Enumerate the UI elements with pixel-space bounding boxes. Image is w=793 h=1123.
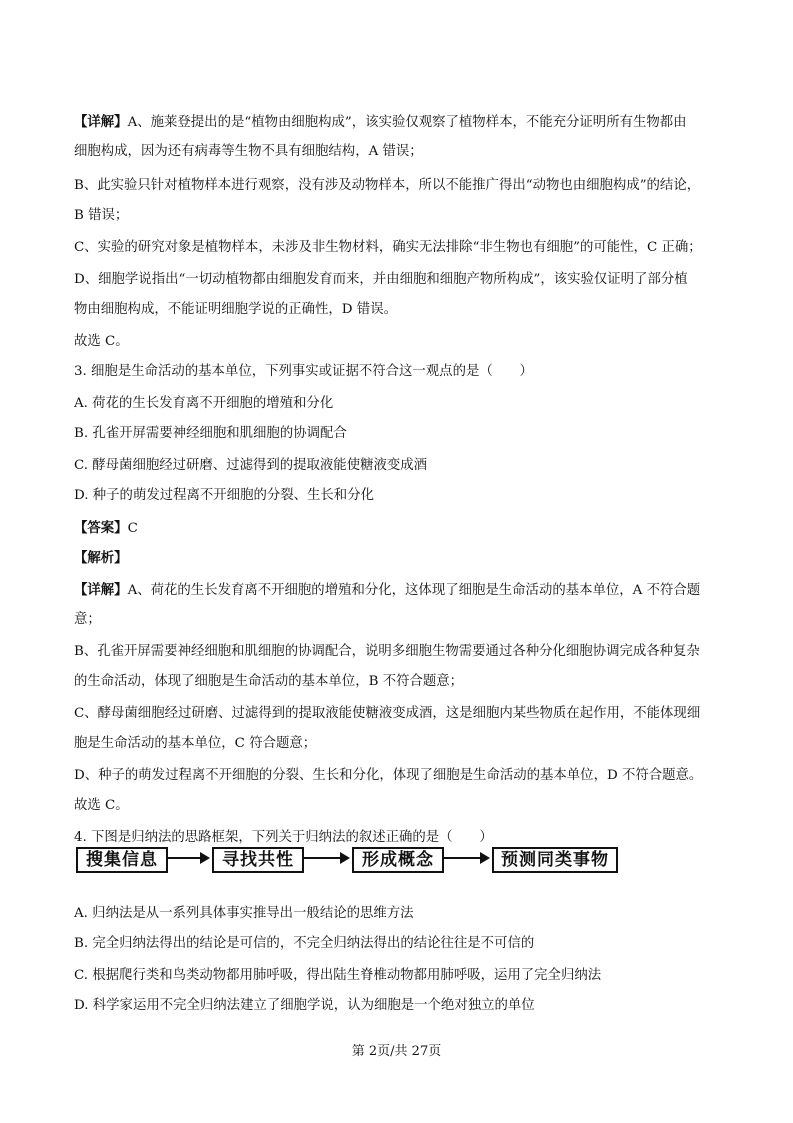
text-line: 意； [74,612,101,627]
question-4-option-d: D. 科学家运用不完全归纳法建立了细胞学说，认为细胞是一个绝对独立的单位 [74,998,535,1013]
arrow-right-icon [444,857,488,859]
question-3-option-c: C. 酵母菌细胞经过研磨、过滤得到的提取液能使糖液变成酒 [74,458,428,473]
question-3-stem: 3. 细胞是生命活动的基本单位，下列事实或证据不符合这一观点的是（ ） [74,364,533,379]
text-line: D、细胞学说指出“一切动植物都由细胞发育而来，并由细胞和细胞产物所构成”，该实验仅证明了部分植 [74,272,688,287]
text-line: B 错误； [74,208,129,223]
text-line: 【详解】A、施莱登提出的是“植物由细胞构成”，该实验仅观察了植物样本，不能充分证明所有生物都由 [74,114,687,130]
analysis-heading: 【解析】 [74,550,128,566]
text-line: B、此实验只针对植物样本进行观察，没有涉及动物样本，所以不能推广得出“动物也由细胞构成”的结论， [74,178,701,193]
diagram-step-box: 形成概念 [352,847,444,873]
text-line: 【详解】A、荷花的生长发育离不开细胞的增殖和分化，这体现了细胞是生命活动的基本单位，A 不符合题 [74,582,701,598]
question-4-option-c: C. 根据爬行类和鸟类动物都用肺呼吸，得出陆生脊椎动物都用肺呼吸，运用了完全归纳法 [74,968,602,983]
diagram-step-box: 搜集信息 [76,847,168,873]
question-3-option-d: D. 种子的萌发过程离不开细胞的分裂、生长和分化 [74,488,374,503]
text-line: B、孔雀开屏需要神经细胞和肌细胞的协调配合，说明多细胞生物需要通过各种分化细胞协调完成各种复杂 [74,644,700,659]
question-4-option-a: A. 归纳法是从一系列具体事实推导出一般结论的思维方法 [74,906,414,921]
question-4-option-b: B. 完全归纳法得出的结论是可信的，不完全归纳法得出的结论往往是不可信的 [74,936,535,951]
text-line: D、种子的萌发过程离不开细胞的分裂、生长和分化，体现了细胞是生命活动的基本单位，D 不符合题意。 [74,768,703,783]
answer-line: 【答案】C [74,520,138,536]
induction-flow-diagram [76,843,636,875]
arrow-right-icon [168,857,208,859]
text-line: 的生命活动，体现了细胞是生命活动的基本单位，B 不符合题意； [74,674,464,689]
question-3-option-b: B. 孔雀开屏需要神经细胞和肌细胞的协调配合 [74,426,347,441]
question-3-option-a: A. 荷花的生长发育离不开细胞的增殖和分化 [74,396,334,411]
text-line: 故选 C。 [74,334,129,349]
text-line: 物由细胞构成，不能证明细胞学说的正确性，D 错误。 [74,302,397,317]
text-line: C、酵母菌细胞经过研磨、过滤得到的提取液能使糖液变成酒，这是细胞内某些物质在起作用，不能体现细 [74,706,701,721]
text-line: 细胞构成，因为还有病毒等生物不具有细胞结构，A 错误； [74,144,423,159]
diagram-step-box: 寻找共性 [212,847,304,873]
text-line: 胞是生命活动的基本单位，C 符合题意； [74,736,317,751]
arrow-right-icon [304,857,348,859]
text-line: 故选 C。 [74,798,129,813]
text-line: C、实验的研究对象是植物样本，未涉及非生物材料，确实无法排除“非生物也有细胞”的可能性，C 正确； [74,240,702,255]
diagram-step-box: 预测同类事物 [492,847,618,873]
question-4-stem: 4. 下图是归纳法的思路框架，下列关于归纳法的叙述正确的是（ ） [74,830,493,845]
page-number-footer: 第 2页/共 27页 [351,1044,442,1059]
